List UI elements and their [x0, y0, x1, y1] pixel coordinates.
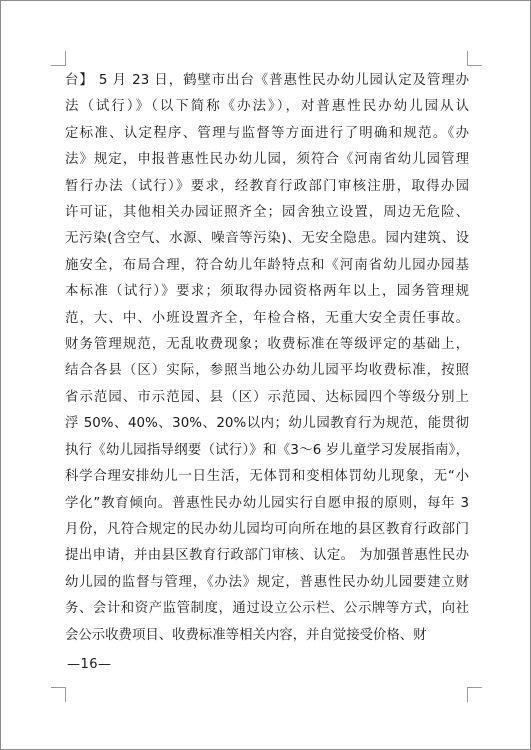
text-line: 暂行办法（试行）》要求，经教育行政部门审核注册，取得办园: [65, 178, 469, 194]
text-line: 省示范园、市示范园、县（区）示范园、达标园四个等级分别上: [65, 389, 469, 405]
crop-mark-bottom-left: [51, 687, 66, 702]
crop-mark-top-left: [51, 51, 66, 66]
text-line: 法》规定，申报普惠性民办幼儿园，须符合《河南省幼儿园管理: [65, 152, 469, 168]
text-line: 本标准（试行）》要求；须取得办园资格两年以上，园务管理规: [65, 284, 469, 300]
text-line: 会公示收费项目、收费标准等相关内容，并自觉接受价格、财: [65, 627, 427, 643]
text-line: 执行《幼儿园指导纲要（试行）》和《3～6 岁儿童学习发展指南》，: [65, 442, 469, 458]
text-line: 幼儿园的监督与管理，《办法》规定，普惠性民办幼儿园要建立财: [65, 574, 469, 590]
text-line: 定标准、认定程序、管理与监督等方面进行了明确和规范。《办: [65, 125, 469, 141]
text-line: 提出申请，并由县区教育行政部门审核、认定。 为加强普惠性民办: [65, 548, 469, 564]
text-line: 浮 50%、40%、30%、20%以内；幼儿园教育行为规范，能贯彻: [65, 416, 469, 432]
text-line: 许可证，其他相关办园证照齐全；园舍独立设置，周边无危险、: [65, 205, 469, 221]
text-line: 法（试行）》（以下简称《办法》），对普惠性民办幼儿园从认: [65, 99, 469, 115]
text-line: 财务管理规范，无乱收费现象；收费标准在等级评定的基础上，: [65, 337, 469, 353]
text-line: 结合各县（区）实际，参照当地公办幼儿园平均收费标准，按照: [65, 363, 469, 379]
text-line: 务、会计和资产监管制度，通过设立公示栏、公示牌等方式，向社: [65, 601, 469, 617]
text-line: 施安全，布局合理，符合幼儿年龄特点和《河南省幼儿园办园基: [65, 257, 469, 273]
text-line: 科学合理安排幼儿一日生活，无体罚和变相体罚幼儿现象，无“小: [65, 469, 469, 485]
text-line: 范，大、中、小班设置齐全，年检合格，无重大安全责任事故。: [65, 310, 469, 326]
text-line: 无污染(含空气、水源、噪音等污染)、无安全隐患。园内建筑、设: [65, 231, 469, 247]
text-line: 台】 5 月 23 日，鹤壁市出台《普惠性民办幼儿园认定及管理办: [65, 73, 469, 88]
page-number: —16—: [67, 657, 112, 672]
crop-mark-top-right: [467, 51, 482, 66]
text-line: 学化”教育倾向。普惠性民办幼儿园实行自愿申报的原则，每年 3: [65, 495, 469, 511]
crop-mark-bottom-right: [467, 687, 482, 702]
body-text: [65, 68, 469, 649]
text-line: 月份，凡符合规定的民办幼儿园均可向所在地的县区教育行政部门: [65, 521, 469, 537]
